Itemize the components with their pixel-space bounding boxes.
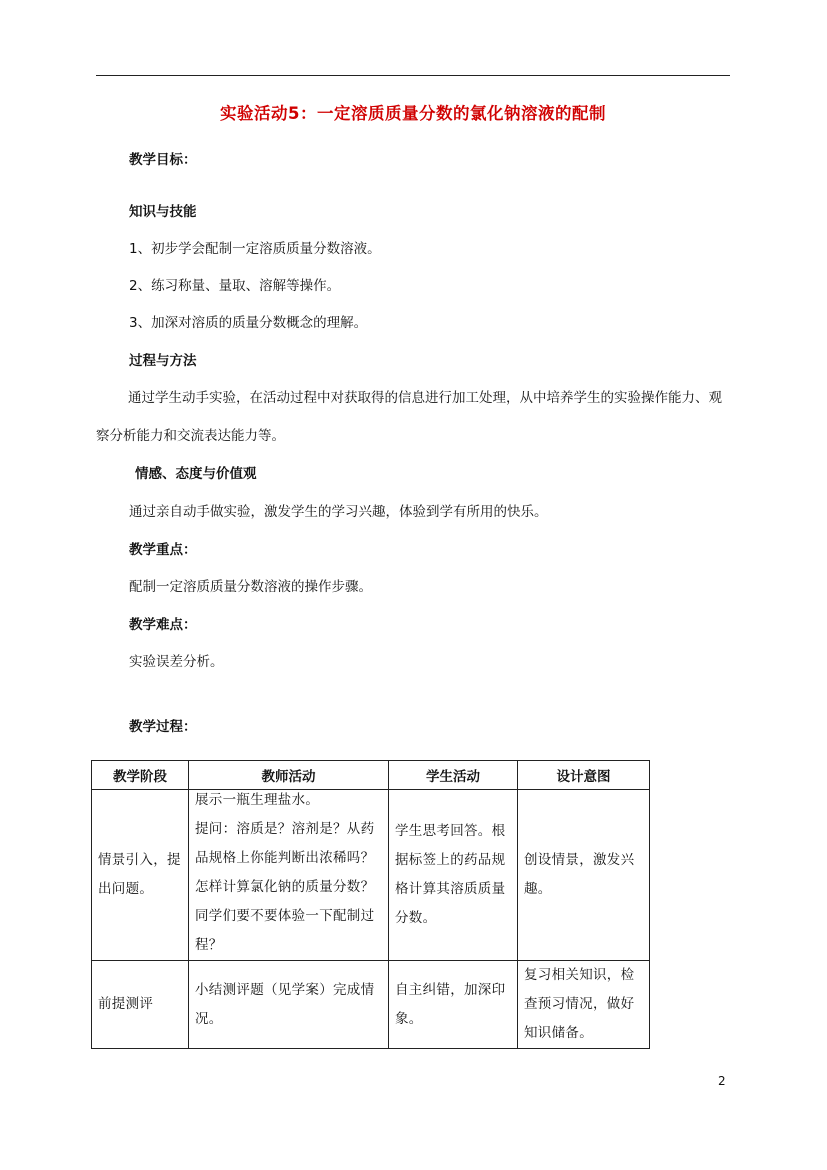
intent-cell: 创设情景，激发兴趣。 [524, 852, 635, 897]
page-title: 实验活动5：一定溶质质量分数的氯化钠溶液的配制 [220, 104, 606, 123]
teacher-cell: 展示一瓶生理盐水。 提问：溶质是？溶剂是？从药品规格上你能判断出浓稀吗？怎样计算氯化钠的质量分数？同学们要不要体验一下配制过程？ [195, 792, 375, 953]
process-method-text: 通过学生动手实验，在活动过程中对获取得的信息进行加工处理，从中培养学生的实验操作能力、观察分析能力和交流表达能力等。 [96, 390, 722, 444]
header-intent: 设计意图 [518, 761, 650, 790]
student-cell: 学生思考回答。根据标签上的药品规格计算其溶质质量分数。 [395, 823, 506, 926]
stage-cell: 情景引入，提出问题。 [98, 852, 181, 897]
knowledge-item: 2、练习称量、量取、溶解等操作。 [129, 278, 341, 294]
teacher-cell: 小结测评题（见学案）完成情况。 [195, 981, 375, 1027]
knowledge-item: 3、加深对溶质的质量分数概念的理解。 [129, 315, 368, 331]
key-point-text: 配制一定溶质质量分数溶液的操作步骤。 [129, 579, 372, 595]
table-row [92, 790, 650, 961]
header-student: 学生活动 [389, 761, 518, 790]
key-point-heading: 教学重点： [129, 542, 197, 558]
objectives-heading: 教学目标： [129, 152, 197, 168]
header-stage: 教学阶段 [92, 761, 189, 790]
page-number: 2 [718, 1074, 726, 1088]
emotion-heading: 情感、态度与价值观 [135, 466, 257, 482]
process-method-heading: 过程与方法 [129, 353, 197, 369]
table-row [92, 961, 650, 1049]
emotion-text: 通过亲自动手做实验，激发学生的学习兴趣，体验到学有所用的快乐。 [129, 504, 548, 520]
knowledge-item: 1、初步学会配制一定溶质质量分数溶液。 [129, 241, 381, 257]
teaching-process-table [91, 760, 650, 1049]
difficulty-text: 实验误差分析。 [129, 654, 224, 670]
header-rule [96, 75, 730, 76]
student-cell: 自主纠错，加深印象。 [395, 981, 506, 1027]
knowledge-heading: 知识与技能 [129, 204, 197, 220]
stage-cell: 前提测评 [98, 996, 154, 1012]
difficulty-heading: 教学难点： [129, 617, 197, 633]
intent-cell: 复习相关知识，检查预习情况，做好知识储备。 [524, 967, 635, 1041]
procedure-heading: 教学过程： [129, 719, 197, 735]
header-teacher: 教师活动 [189, 761, 389, 790]
